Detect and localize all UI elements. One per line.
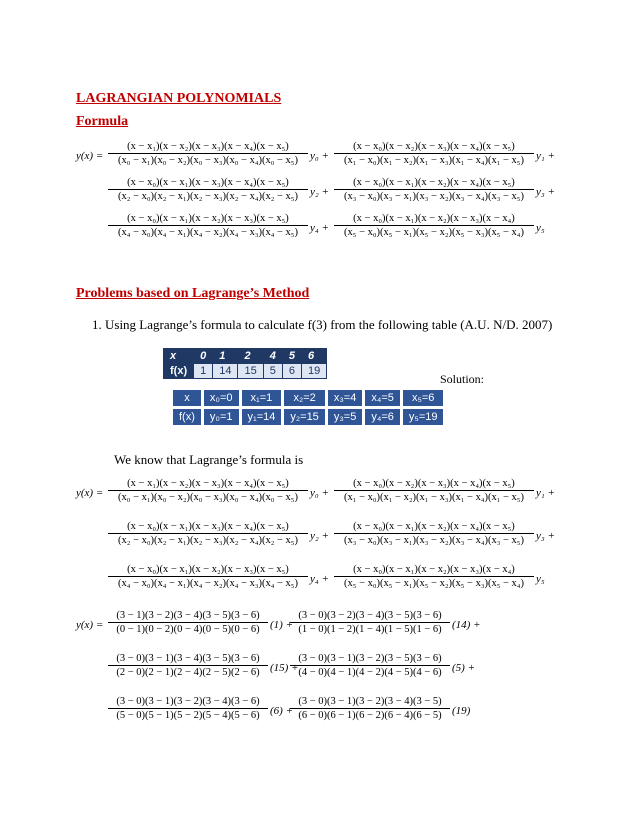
table-cell: x (164, 349, 194, 364)
fraction-denominator: (5 − 0)(5 − 1)(5 − 2)(5 − 4)(5 − 6) (116, 710, 260, 721)
fraction-term (334, 141, 534, 166)
fraction-numerator: (x − x₁)(x − x₂)(x − x₃)(x − x₄)(x − x₅) (127, 478, 289, 489)
y-coefficient: (5) + (452, 662, 475, 674)
fraction-denominator: (6 − 0)(6 − 1)(6 − 2)(6 − 4)(6 − 5) (298, 710, 442, 721)
fraction-numerator: (x − x₀)(x − x₁)(x − x₂)(x − x₃)(x − x₅) (127, 213, 289, 224)
formula-lhs: y(x) = (76, 150, 104, 162)
fraction-numerator: (x − x₀)(x − x₁)(x − x₂)(x − x₄)(x − x₅) (353, 521, 515, 532)
y-coefficient: y₁ + (536, 150, 555, 162)
fraction-term (334, 521, 534, 546)
y-coefficient: y₄ + (310, 222, 329, 234)
table-cell: 1 (194, 364, 213, 379)
table-row (172, 408, 445, 427)
table-cell: 6 (301, 349, 326, 364)
fraction-denominator: (x₀ − x₁)(x₀ − x₂)(x₀ − x₃)(x₀ − x₄)(x₀ − x₅) (118, 155, 298, 166)
fraction-term (108, 177, 308, 202)
solution-label: Solution: (440, 372, 485, 386)
problems-heading: Problems based on Lagrange’s Method (76, 286, 310, 301)
fraction-term (290, 610, 450, 635)
table-cell: 4 (263, 349, 282, 364)
fraction-numerator: (3 − 0)(3 − 1)(3 − 2)(3 − 5)(3 − 6) (298, 653, 442, 664)
data-table (163, 348, 327, 379)
table-cell: 19 (301, 364, 326, 379)
fraction-term (334, 478, 534, 503)
y-coefficient: y₅ (536, 222, 545, 234)
fraction-term (108, 478, 308, 503)
fraction-denominator: (1 − 0)(1 − 2)(1 − 4)(1 − 5)(1 − 6) (298, 624, 442, 635)
fraction-bar (290, 622, 450, 623)
table-cell: 0 (194, 349, 213, 364)
table-cell: 1 (213, 349, 238, 364)
fraction-bar (334, 533, 534, 534)
y-coefficient: (19) (452, 705, 471, 717)
labelled-table (170, 387, 446, 428)
y-coefficient: y₂ + (310, 530, 329, 542)
table-cell: 6 (282, 364, 301, 379)
fraction-denominator: (x₂ − x₀)(x₂ − x₁)(x₂ − x₃)(x₂ − x₄)(x₂ − x₅) (118, 191, 298, 202)
table-cell: 2 (238, 349, 263, 364)
fraction-denominator: (x₂ − x₀)(x₂ − x₁)(x₂ − x₃)(x₂ − x₄)(x₂ − x₅) (118, 535, 298, 546)
y-coefficient: y₂ + (310, 186, 329, 198)
fraction-term (290, 653, 450, 678)
y-coefficient: y₀ + (310, 487, 329, 499)
fraction-denominator: (x₀ − x₁)(x₀ − x₂)(x₀ − x₃)(x₀ − x₄)(x₀ − x₅) (118, 492, 298, 503)
fraction-numerator: (3 − 1)(3 − 2)(3 − 4)(3 − 5)(3 − 6) (116, 610, 260, 621)
table-row (164, 349, 327, 364)
fraction-bar (108, 189, 308, 190)
fraction-bar (108, 490, 308, 491)
fraction-denominator: (x₃ − x₀)(x₃ − x₁)(x₃ − x₂)(x₃ − x₄)(x₃ − x₅) (344, 535, 524, 546)
table-cell: y₃=5 (326, 408, 364, 427)
table-cell: f(x) (172, 408, 203, 427)
fraction-denominator: (x₁ − x₀)(x₁ − x₂)(x₁ − x₃)(x₁ − x₄)(x₁ − x₅) (344, 155, 524, 166)
table-cell: x₅=6 (401, 389, 445, 408)
y-coefficient: (6) + (270, 705, 293, 717)
page-title: LAGRANGIAN POLYNOMIALS (76, 91, 282, 106)
fraction-term (108, 696, 268, 721)
fraction-denominator: (x₄ − x₀)(x₄ − x₁)(x₄ − x₂)(x₄ − x₃)(x₄ − x₅) (118, 578, 298, 589)
y-coefficient: (14) + (452, 619, 481, 631)
fraction-numerator: (x − x₁)(x − x₂)(x − x₃)(x − x₄)(x − x₅) (127, 141, 289, 152)
fraction-term (290, 696, 450, 721)
table-cell: y₂=15 (283, 408, 326, 427)
table-cell: 5 (282, 349, 301, 364)
fraction-bar (108, 708, 268, 709)
table-cell: 5 (263, 364, 282, 379)
fraction-numerator: (x − x₀)(x − x₁)(x − x₂)(x − x₃)(x − x₄) (353, 564, 515, 575)
fraction-numerator: (3 − 0)(3 − 1)(3 − 2)(3 − 4)(3 − 5) (298, 696, 442, 707)
fraction-bar (108, 665, 268, 666)
table-cell: x₁=1 (240, 389, 283, 408)
fraction-denominator: (x₁ − x₀)(x₁ − x₂)(x₁ − x₃)(x₁ − x₄)(x₁ − x₅) (344, 492, 524, 503)
fraction-numerator: (x − x₀)(x − x₂)(x − x₃)(x − x₄)(x − x₅) (353, 478, 515, 489)
fraction-denominator: (x₅ − x₀)(x₅ − x₁)(x₅ − x₂)(x₅ − x₃)(x₅ − x₄) (344, 578, 524, 589)
table-cell: x₂=2 (283, 389, 326, 408)
table-cell: 15 (238, 364, 263, 379)
fraction-numerator: (x − x₀)(x − x₁)(x − x₂)(x − x₄)(x − x₅) (353, 177, 515, 188)
fraction-bar (334, 153, 534, 154)
fraction-denominator: (0 − 1)(0 − 2)(0 − 4)(0 − 5)(0 − 6) (116, 624, 260, 635)
fraction-term (334, 177, 534, 202)
table-cell: x₃=4 (326, 389, 364, 408)
problem-statement: 1. Using Lagrange’s formula to calculate f(3) from the following table (A.U. N/D. 2007) (92, 317, 553, 332)
y-coefficient: y₅ (536, 573, 545, 585)
fraction-numerator: (x − x₀)(x − x₁)(x − x₃)(x − x₄)(x − x₅) (127, 521, 289, 532)
y-coefficient: (15) + (270, 662, 299, 674)
fraction-bar (108, 622, 268, 623)
fraction-numerator: (3 − 0)(3 − 1)(3 − 4)(3 − 5)(3 − 6) (116, 653, 260, 664)
table-cell: y₁=14 (240, 408, 283, 427)
table-row (172, 389, 445, 408)
table-cell: x₀=0 (202, 389, 240, 408)
fraction-numerator: (x − x₀)(x − x₁)(x − x₂)(x − x₃)(x − x₅) (127, 564, 289, 575)
fraction-denominator: (x₄ − x₀)(x₄ − x₁)(x₄ − x₂)(x₄ − x₃)(x₄ − x₅) (118, 227, 298, 238)
fraction-numerator: (3 − 0)(3 − 1)(3 − 2)(3 − 4)(3 − 6) (116, 696, 260, 707)
fraction-bar (334, 189, 534, 190)
fraction-bar (108, 153, 308, 154)
table-cell: 14 (213, 364, 238, 379)
fraction-term (108, 213, 308, 238)
fraction-term (108, 653, 268, 678)
fraction-term (334, 213, 534, 238)
fraction-numerator: (x − x₀)(x − x₁)(x − x₂)(x − x₃)(x − x₄) (353, 213, 515, 224)
fraction-bar (290, 708, 450, 709)
table-cell: y₀=1 (202, 408, 240, 427)
fraction-term (108, 521, 308, 546)
fraction-denominator: (2 − 0)(2 − 1)(2 − 4)(2 − 5)(2 − 6) (116, 667, 260, 678)
fraction-bar (108, 225, 308, 226)
table-row (164, 364, 327, 379)
table-cell: x (172, 389, 203, 408)
fraction-term (108, 141, 308, 166)
y-coefficient: y₃ + (536, 530, 555, 542)
fraction-bar (290, 665, 450, 666)
fraction-bar (334, 576, 534, 577)
y-coefficient: y₁ + (536, 487, 555, 499)
table-cell: f(x) (164, 364, 194, 379)
y-coefficient: y₄ + (310, 573, 329, 585)
fraction-bar (334, 490, 534, 491)
fraction-bar (334, 225, 534, 226)
fraction-denominator: (x₅ − x₀)(x₅ − x₁)(x₅ − x₂)(x₅ − x₃)(x₅ − x₄) (344, 227, 524, 238)
y-coefficient: (1) + (270, 619, 293, 631)
fraction-denominator: (x₃ − x₀)(x₃ − x₁)(x₃ − x₂)(x₃ − x₄)(x₃ − x₅) (344, 191, 524, 202)
formula-lhs: y(x) = (76, 487, 104, 499)
intro-text: We know that Lagrange’s formula is (114, 452, 304, 467)
table-cell: y₅=19 (401, 408, 445, 427)
table-cell: y₄=6 (364, 408, 402, 427)
fraction-term (334, 564, 534, 589)
fraction-numerator: (x − x₀)(x − x₂)(x − x₃)(x − x₄)(x − x₅) (353, 141, 515, 152)
fraction-numerator: (3 − 0)(3 − 2)(3 − 4)(3 − 5)(3 − 6) (298, 610, 442, 621)
fraction-numerator: (x − x₀)(x − x₁)(x − x₃)(x − x₄)(x − x₅) (127, 177, 289, 188)
fraction-bar (108, 533, 308, 534)
fraction-bar (108, 576, 308, 577)
table-cell: x₄=5 (364, 389, 402, 408)
formula-lhs: y(x) = (76, 619, 104, 631)
y-coefficient: y₃ + (536, 186, 555, 198)
formula-heading: Formula (76, 114, 129, 129)
y-coefficient: y₀ + (310, 150, 329, 162)
fraction-denominator: (4 − 0)(4 − 1)(4 − 2)(4 − 5)(4 − 6) (298, 667, 442, 678)
fraction-term (108, 610, 268, 635)
fraction-term (108, 564, 308, 589)
